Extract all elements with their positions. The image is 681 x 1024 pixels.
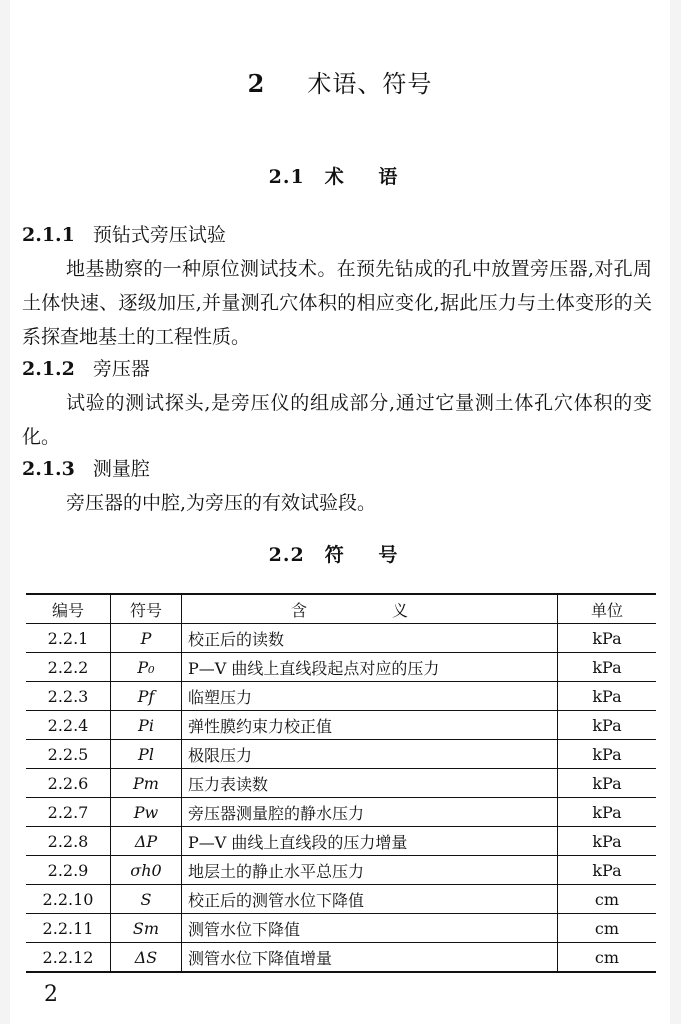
section-name: 术 语 [324, 166, 412, 188]
table-row [26, 798, 656, 827]
cell-code: 2.2.4 [26, 711, 111, 740]
term-heading [22, 454, 150, 481]
chapter-number: 2 [247, 69, 266, 98]
cell-symbol: Pm [111, 769, 182, 798]
symbols-table [26, 593, 656, 973]
document-page [10, 0, 670, 1024]
table-header-row [26, 594, 656, 624]
term-heading [22, 220, 226, 247]
term-name: 测量腔 [92, 458, 150, 480]
header-code: 编号 [26, 594, 111, 624]
table-row [26, 856, 656, 885]
cell-code: 2.2.8 [26, 827, 111, 856]
table-row [26, 682, 656, 711]
cell-meaning: 校正后的测管水位下降值 [182, 885, 558, 914]
cell-unit: cm [558, 914, 657, 943]
section-number: 2.1 [268, 166, 305, 188]
cell-code: 2.2.12 [26, 943, 111, 973]
cell-code: 2.2.5 [26, 740, 111, 769]
term-definition: 试验的测试探头,是旁压仪的组成部分,通过它量测土体孔穴体积的变化。 [22, 392, 652, 448]
cell-unit: cm [558, 885, 657, 914]
cell-meaning: 临塑压力 [182, 682, 558, 711]
cell-symbol: P [111, 624, 182, 653]
section-title-terms [10, 162, 670, 189]
cell-unit: kPa [558, 740, 657, 769]
table-row [26, 653, 656, 682]
cell-symbol: S [111, 885, 182, 914]
term-definition: 地基勘察的一种原位测试技术。在预先钻成的孔中放置旁压器,对孔周土体快速、逐级加压,并量测孔穴体积的相应变化,据此压力与土体变形的关系探查地基土的工程性质。 [22, 258, 652, 348]
cell-meaning: 测管水位下降值 [182, 914, 558, 943]
cell-meaning: P—V 曲线上直线段起点对应的压力 [182, 653, 558, 682]
cell-code: 2.2.3 [26, 682, 111, 711]
cell-unit: kPa [558, 856, 657, 885]
cell-unit: kPa [558, 827, 657, 856]
term-number: 2.1.2 [22, 358, 75, 380]
section-number: 2.2 [268, 544, 305, 566]
cell-symbol: Sm [111, 914, 182, 943]
table-row [26, 943, 656, 973]
cell-meaning: 旁压器测量腔的静水压力 [182, 798, 558, 827]
cell-symbol: Pi [111, 711, 182, 740]
cell-unit: kPa [558, 682, 657, 711]
table-row [26, 885, 656, 914]
cell-unit: kPa [558, 624, 657, 653]
cell-code: 2.2.10 [26, 885, 111, 914]
cell-symbol: ΔS [111, 943, 182, 973]
table-row [26, 769, 656, 798]
cell-symbol: ΔP [111, 827, 182, 856]
section-title-symbols [10, 540, 670, 567]
cell-meaning: 测管水位下降值增量 [182, 943, 558, 973]
cell-code: 2.2.7 [26, 798, 111, 827]
cell-meaning: 地层土的静止水平总压力 [182, 856, 558, 885]
table-row [26, 914, 656, 943]
cell-code: 2.2.6 [26, 769, 111, 798]
table-row [26, 624, 656, 653]
chapter-title [10, 64, 670, 99]
page-number: 2 [44, 982, 58, 1007]
table-row [26, 827, 656, 856]
cell-symbol: Pw [111, 798, 182, 827]
cell-unit: kPa [558, 653, 657, 682]
chapter-name: 术语、符号 [307, 70, 433, 98]
cell-symbol: σh0 [111, 856, 182, 885]
cell-symbol: P₀ [111, 653, 182, 682]
table-row [26, 740, 656, 769]
cell-unit: kPa [558, 798, 657, 827]
cell-symbol: Pf [111, 682, 182, 711]
cell-code: 2.2.2 [26, 653, 111, 682]
term-number: 2.1.3 [22, 458, 75, 480]
cell-meaning: P—V 曲线上直线段的压力增量 [182, 827, 558, 856]
section-name: 符 号 [324, 544, 412, 566]
term-number: 2.1.1 [22, 224, 75, 246]
header-symbol: 符号 [111, 594, 182, 624]
header-unit: 单位 [558, 594, 657, 624]
cell-meaning: 压力表读数 [182, 769, 558, 798]
cell-meaning: 极限压力 [182, 740, 558, 769]
table-row [26, 711, 656, 740]
header-meaning: 含 义 [182, 594, 558, 624]
cell-unit: kPa [558, 769, 657, 798]
term-heading [22, 354, 150, 381]
cell-unit: kPa [558, 711, 657, 740]
cell-unit: cm [558, 943, 657, 973]
cell-meaning: 校正后的读数 [182, 624, 558, 653]
cell-code: 2.2.11 [26, 914, 111, 943]
term-name: 旁压器 [92, 358, 150, 380]
term-name: 预钻式旁压试验 [92, 224, 226, 246]
cell-code: 2.2.1 [26, 624, 111, 653]
cell-meaning: 弹性膜约束力校正值 [182, 711, 558, 740]
symbols-table-body [26, 624, 656, 973]
cell-symbol: Pl [111, 740, 182, 769]
cell-code: 2.2.9 [26, 856, 111, 885]
term-definition: 旁压器的中腔,为旁压的有效试验段。 [66, 492, 377, 514]
